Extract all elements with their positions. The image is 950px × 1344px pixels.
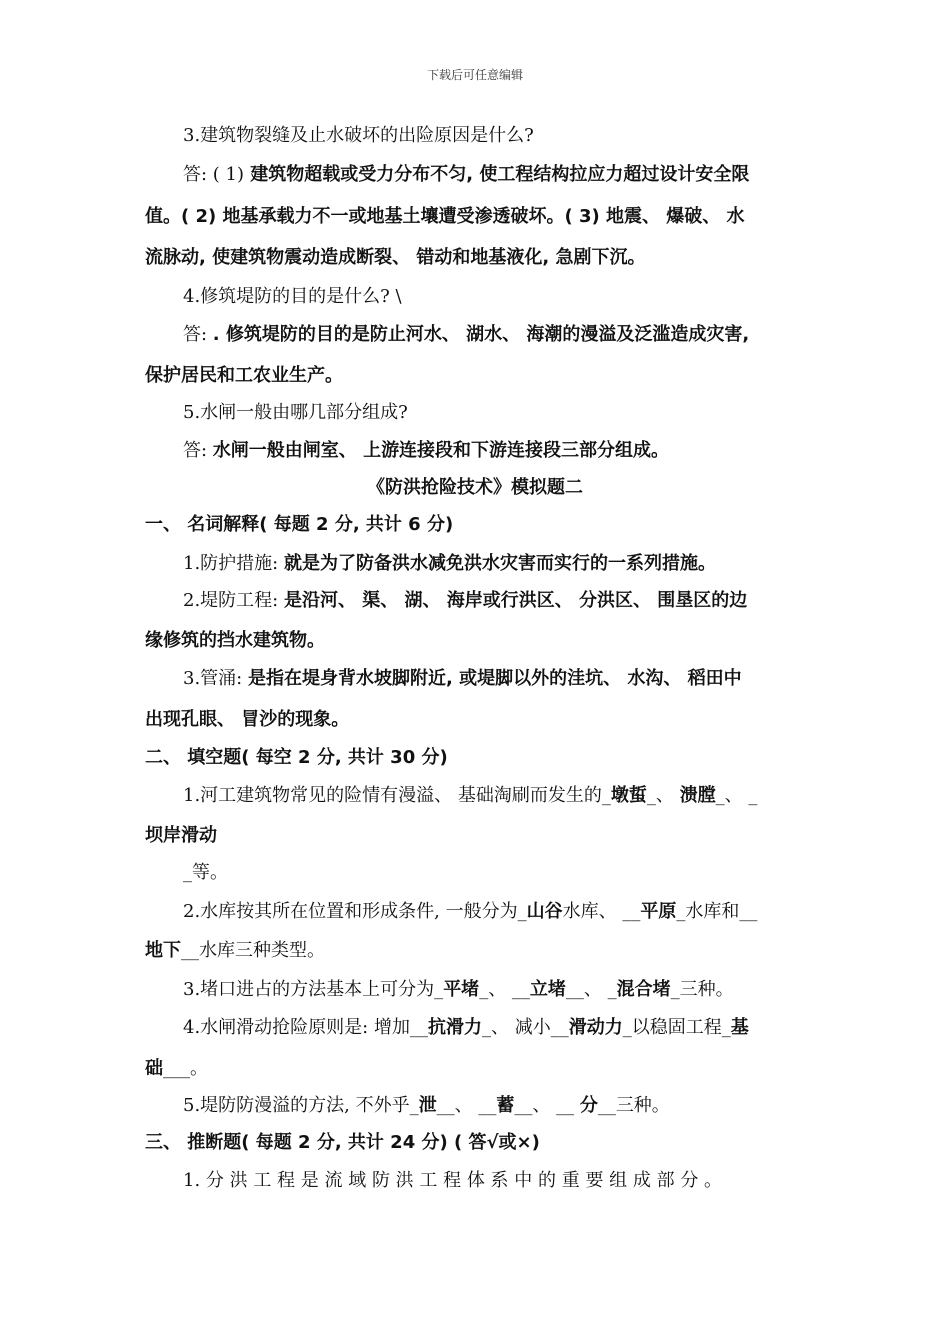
term-item-3 (183, 667, 742, 691)
fill-answer: 平原 (640, 901, 677, 922)
term-label: 3.管涌: (183, 668, 248, 689)
fill-text: __、 __ (514, 1095, 580, 1116)
fill-answer: 滑动力 (568, 1017, 623, 1038)
fill-item-4 (183, 1016, 749, 1040)
answer-4-line-2: 保护居民和工农业生产。 (145, 365, 343, 386)
fill-text: 1.河工建筑物常见的险情有漫溢、 基础淘刷而发生的_ (183, 785, 611, 806)
fill-text: __、 __ (436, 1095, 497, 1116)
fill-item-3 (183, 978, 734, 1002)
fill-answer: 地下 (145, 940, 181, 961)
term-definition: 就是为了防备洪水减免洪水灾害而实行的一系列措施。 (283, 553, 716, 574)
fill-text: __、 _ (565, 979, 617, 1000)
fill-answer: 墩蜇 (610, 785, 647, 806)
answer-5 (183, 439, 669, 463)
question-3: 3.建筑物裂缝及止水破坏的出险原因是什么? (183, 125, 534, 146)
fill-text: _、 (646, 785, 680, 806)
fill-text: 水库、 __ (562, 901, 641, 922)
fill-answer: 基 (730, 1017, 749, 1038)
answer-3-line-2: 值。( 2) 地基承载力不一或地基土壤遭受渗透破坏。( 3) 地震、 爆破、 水 (145, 206, 745, 227)
fill-text: __三种。 (597, 1095, 670, 1116)
section-1-heading: 一、 名词解释( 每题 2 分, 共计 6 分) (145, 514, 454, 535)
fill-text: 4.水闸滑动抢险原则是: 增加__ (183, 1017, 428, 1038)
question-4: 4.修筑堤防的目的是什么? \ (183, 286, 402, 307)
judge-item-1: 1. 分 洪 工 程 是 流 域 防 洪 工 程 体 系 中 的 重 要 组 成 部 分 。 (183, 1170, 723, 1191)
fill-text: __水库三种类型。 (181, 940, 325, 961)
term-item-2 (183, 589, 747, 613)
answer-text: 水闸一般由闸室、 上游连接段和下游连接段三部分组成。 (212, 440, 670, 461)
fill-text: _、 __ (479, 979, 530, 1000)
term-item-3-cont: 出现孔眼、 冒沙的现象。 (145, 709, 350, 730)
fill-answer: 平堵 (443, 979, 480, 1000)
fill-item-1-tail: _等。 (183, 862, 228, 883)
answer-3-line-3: 流脉动, 使建筑物震动造成断裂、 错动和地基液化, 急剧下沉。 (145, 247, 646, 268)
term-definition: 是指在堤身背水坡脚附近, 或堤脚以外的洼坑、 水沟、 稻田中 (247, 668, 742, 689)
fill-answer: 抗滑力 (427, 1017, 482, 1038)
fill-text: _、 减小__ (481, 1017, 569, 1038)
fill-answer: 分 (579, 1095, 598, 1116)
term-item-2-cont: 缘修筑的挡水建筑物。 (145, 630, 325, 651)
fill-answer: 山谷 (526, 901, 563, 922)
answer-label: 答: (183, 440, 213, 461)
term-definition: 是沿河、 渠、 湖、 海岸或行洪区、 分洪区、 围垦区的边 (283, 590, 748, 611)
fill-item-1-answer-3: 坝岸滑动 (145, 825, 217, 846)
fill-text: 2.水库按其所在位置和形成条件, 一般分为_ (183, 901, 527, 922)
fill-text: 5.堤防防漫溢的方法, 不外乎_ (183, 1095, 419, 1116)
question-5: 5.水闸一般由哪几部分组成? (183, 402, 408, 423)
fill-text: _以稳固工程_ (622, 1017, 731, 1038)
answer-text: 建筑物超载或受力分布不匀, 使工程结构拉应力超过设计安全限 (244, 164, 750, 185)
fill-answer: 础 (145, 1058, 163, 1079)
section-2-heading: 二、 填空题( 每空 2 分, 共计 30 分) (145, 747, 448, 768)
term-label: 1.防护措施: (183, 553, 284, 574)
fill-text: 3.堵口进占的方法基本上可分为_ (183, 979, 444, 1000)
fill-answer: 泄 (418, 1095, 437, 1116)
answer-label: 答: (183, 324, 213, 345)
term-item-1 (183, 552, 716, 576)
exam-title: 《防洪抢险技术》模拟题二 (367, 477, 583, 498)
fill-item-5 (183, 1094, 670, 1118)
term-label: 2.堤防工程: (183, 590, 284, 611)
fill-text: _三种。 (670, 979, 734, 1000)
fill-answer: 立堵 (529, 979, 566, 1000)
fill-answer: 混合堵 (616, 979, 671, 1000)
answer-label: 答: ( 1) (183, 164, 245, 185)
fill-item-2-cont (145, 939, 325, 963)
fill-item-2 (183, 900, 757, 924)
fill-item-4-cont (145, 1057, 208, 1081)
fill-text: _水库和__ (676, 901, 758, 922)
answer-4-line-1 (183, 323, 749, 347)
fill-text: ___。 (163, 1058, 208, 1079)
answer-text: . 修筑堤防的目的是防止河水、 湖水、 海潮的漫溢及泛滥造成灾害, (212, 324, 750, 345)
page-header: 下载后可任意编辑 (426, 68, 523, 82)
fill-text: _、 _ (715, 785, 758, 806)
section-3-heading: 三、 推断题( 每题 2 分, 共计 24 分) ( 答√或×) (145, 1132, 540, 1153)
fill-answer: 溃膛 (679, 785, 716, 806)
answer-3-line-1 (183, 163, 749, 187)
fill-item-1 (183, 784, 757, 808)
fill-answer: 蓄 (496, 1095, 515, 1116)
